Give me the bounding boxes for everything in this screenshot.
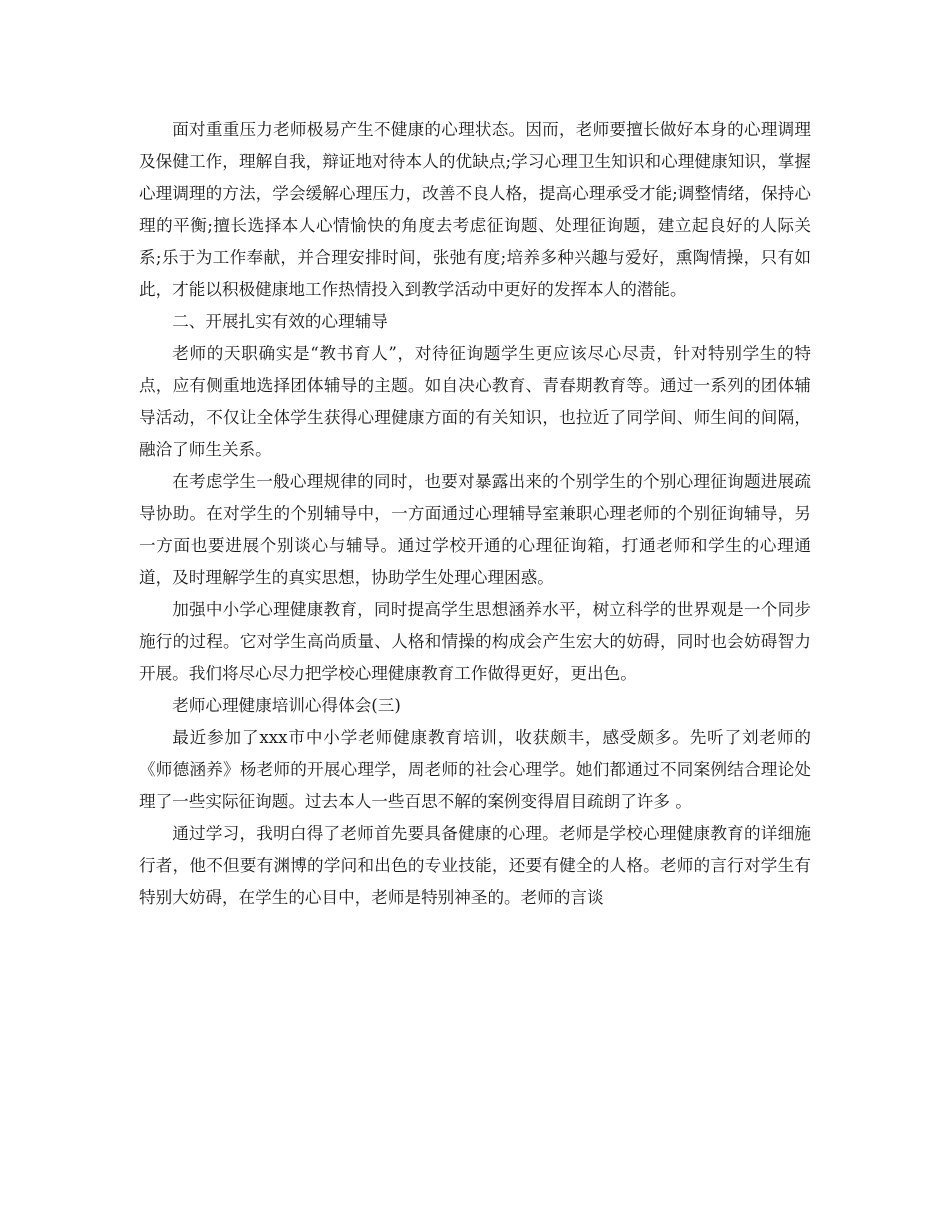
paragraph-individual-counseling: 在考虑学生一般心理规律的同时，也要对暴露出来的个别学生的个别心理征询题进展疏导协助。在对学生的个别辅导中，一方面通过心理辅导室兼职心理老师的个别征询辅导，另一方面也要进展个别谈心与辅导。通过学校开通的心理征询箱，打通老师和学生的心理通道，及时理解学生的真实思想，协助学生处理心理困惑。	[139, 472, 811, 587]
paragraph-strengthen-education: 加强中小学心理健康教育，同时提高学生思想涵养水平，树立科学的世界观是一个同步施行的过程。它对学生高尚质量、人格和情操的构成会产生宏大的妨碍，同时也会妨碍智力开展。我们将尽心尽力把学校心理健康教育工作做得更好，更出色。	[139, 600, 811, 683]
document-page	[139, 114, 811, 914]
paragraph-stress-self-care: 面对重重压力老师极易产生不健康的心理状态。因而，老师要擅长做好本身的心理调理及保健工作，理解自我，辩证地对待本人的优缺点;学习心理卫生知识和心理健康知识，掌握心理调理的方法，学会缓解心理压力，改善不良人格，提高心理承受才能;调整情绪，保持心理的平衡;擅长选择本人心情愉快的角度去考虑征询题、处理征询题，建立起良好的人际关系;乐于为工作奉献，并合理安排时间，张弛有度;培养多种兴趣与爱好，熏陶情操，只有如此，才能以积极健康地工作热情投入到教学活动中更好的发挥本人的潜能。	[139, 120, 811, 299]
paragraph-group-counseling: 老师的天职确实是“教书育人”，对待征询题学生更应该尽心尽责，针对特别学生的特点，应有侧重地选择团体辅导的主题。如自决心教育、青春期教育等。通过一系列的团体辅导活动，不仅让全体学生获得心理健康方面的有关知识，也拉近了同学间、师生间的间隔，融洽了师生关系。	[139, 344, 811, 459]
paragraph-teacher-health: 通过学习，我明白得了老师首先要具备健康的心理。老师是学校心理健康教育的详细施行者，他不但要有渊博的学问和出色的专业技能，还要有健全的人格。老师的言行对学生有特别大妨碍，在学生的心目中，老师是特别神圣的。老师的言谈	[139, 824, 811, 907]
section-heading-counseling: 二、开展扎实有效的心理辅导	[172, 312, 388, 331]
paragraph-training-attended: 最近参加了xxx市中小学老师健康教育培训，收获颇丰，感受颇多。先听了刘老师的《师德涵养》杨老师的开展心理学，周老师的社会心理学。她们都通过不同案例结合理论处理了一些实际征询题。过去本人一些百思不解的案例变得眉目疏朗了许多 。	[139, 728, 811, 811]
section-heading-training-3: 老师心理健康培训心得体会(三)	[172, 696, 401, 715]
